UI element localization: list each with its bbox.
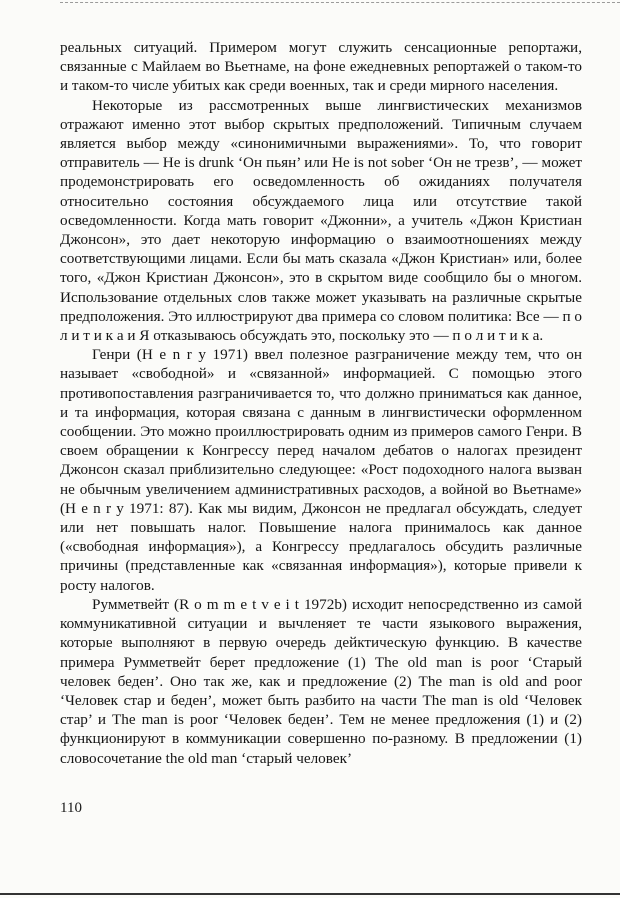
paragraph-rommetveit: Румметвейт (R o m m e t v e i t 1972b) исходит непосредственно из самой коммуникативной ситуации и вычленяет те части языкового выражения, которые выполняют в первую очередь дейктическую функцию. В качестве примера Румметвейт берет предложение (1) The old man is poor ‘Старый человек беден’. Оно так же, как и предложение (2) The man is old and poor ‘Человек стар и беден’, может быть разбито на части The man is old ‘Человек стар’ и The man is poor ‘Человек беден’. Тем не менее предложения (1) и (2) функционируют в коммуникации совершенно по-разному. В предложении (1) словосочетание the old man ‘старый человек’ [60, 595, 582, 767]
body-text [60, 38, 582, 768]
paragraph-continuation: реальных ситуаций. Примером могут служить сенсационные репортажи, связанные с Майлаем во Вьетнаме, на фоне ежедневных репортажей о таком-то и таком-то числе убитых как среди военных, так и среди мирного населения. [60, 39, 582, 95]
paragraph-hidden-assumptions: Некоторые из рассмотренных выше лингвистических механизмов отражают именно этот выбор скрытых предположений. Типичным случаем является выбор между «синонимичными выражениями». То, что говорит отправитель — He is drunk ‘Он пьян’ или He is not sober ‘Он не трезв’, — может продемонстрировать его осведомленность об ожиданиях получателя относительно состояния обсуждаемого лица или отсутствие такой осведомленности. Когда мать говорит «Джонни», а учитель «Джон Кристиан Джонсон», это дает некоторую информацию о взаимоотношениях между соответствующими лицами. Если бы мать сказала «Джон Кристиан» или, более того, «Джон Кристиан Джонсон», это в скрытом виде сообщило бы о многом. Использование отдельных слов также может указывать на различные скрытые предположения. Это иллюстрируют два примера со словом политика: Все — п о л и т и к а и Я отказываюсь обсуждать это, поскольку это — п о л и т и к а. [60, 96, 582, 345]
bottom-edge-rule [0, 893, 620, 895]
paragraph-henry: Генри (H e n r y 1971) ввел полезное разграничение между тем, что он называет «свободной» и «связанной» информацией. С помощью этого противопоставления разграничивается то, что должно приниматься как данное, и та информация, которая связана с данным в лингвистически оформленном сообщении. Это можно проиллюстрировать одним из примеров самого Генри. В своем обращении к Конгрессу перед началом дебатов о налогах президент Джонсон сказал приблизительно следующее: «Рост подоходного налога вызван не обычным увеличением административных расходов, а войной во Вьетнаме» (H e n r y 1971: 87). Как мы видим, Джонсон не предлагал обсуждать, следует или нет повышать налог. Повышение налога принималось как данное («свободная информация»), а Конгрессу предлагалось обсудить различные причины (представленные как «связанная информация»), которые привели к росту налогов. [60, 346, 582, 594]
top-edge-rule [60, 2, 620, 3]
page-number: 110 [60, 800, 82, 816]
